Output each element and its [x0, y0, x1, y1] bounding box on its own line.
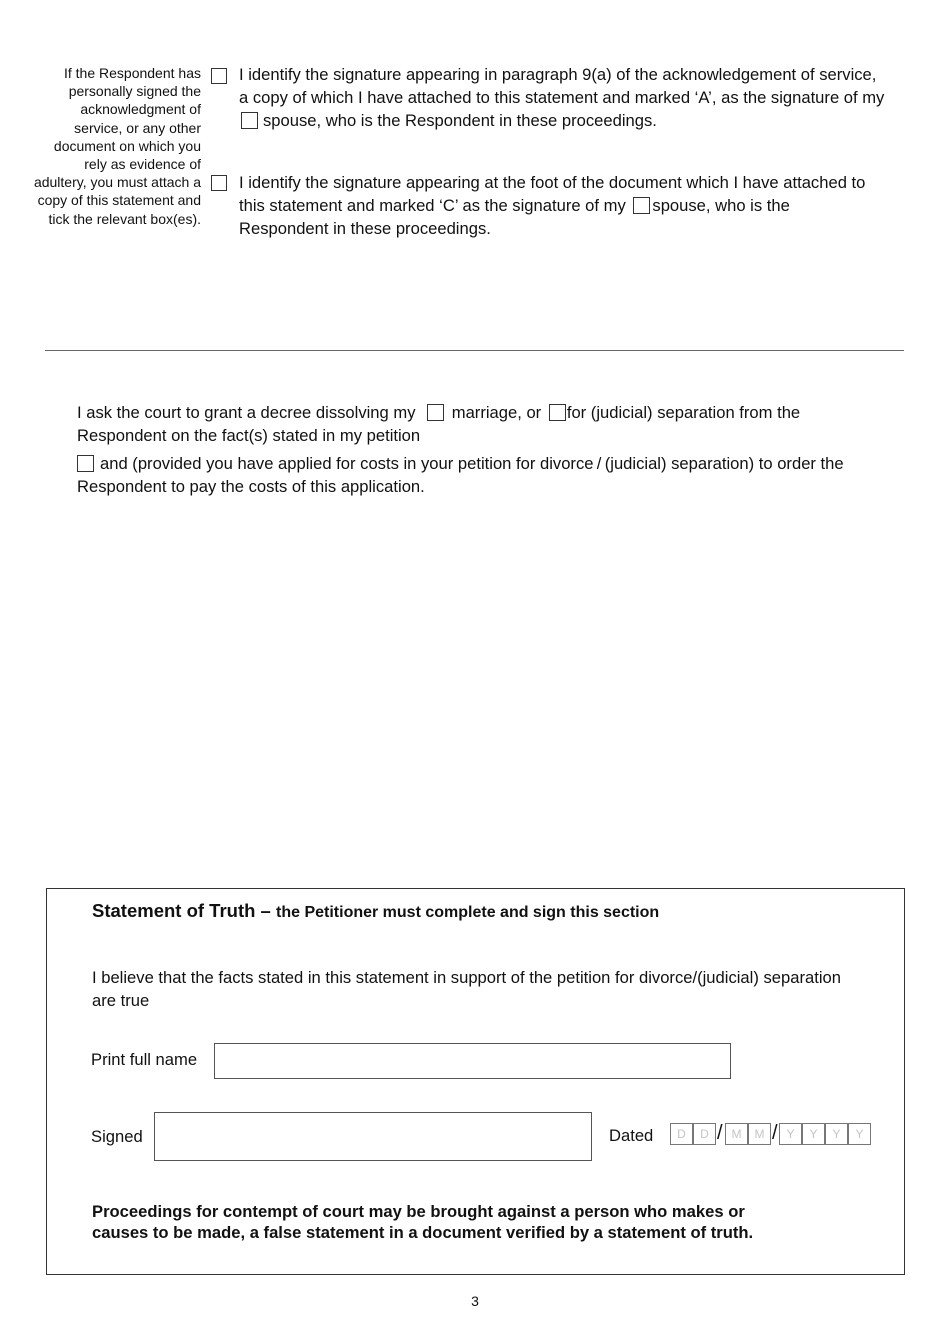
- costs-request: [77, 452, 927, 498]
- date-year-2-field[interactable]: Y: [802, 1123, 825, 1145]
- warning-line1: Proceedings for contempt of court may be brought against a person who makes or: [92, 1202, 745, 1221]
- identify-ack-line1: I identify the signature appearing in paragraph 9(a) of the acknowledgement of service,: [239, 65, 877, 84]
- spouse-ack-checkbox[interactable]: [241, 112, 258, 129]
- date-day-1-field[interactable]: D: [670, 1123, 693, 1145]
- decree-request-line2: Respondent on the fact(s) stated in my petition: [77, 426, 421, 445]
- decree-line1-part3: for (judicial) separation from the: [566, 403, 801, 422]
- date-year-4-field[interactable]: Y: [848, 1123, 871, 1145]
- costs-line2: Respondent to pay the costs of this application.: [77, 477, 425, 496]
- section-divider: [45, 350, 904, 351]
- decree-line1-part2: marriage, or: [451, 403, 542, 422]
- statement-of-truth-title: Statement of Truth –: [92, 900, 271, 921]
- belief-line2: are true: [92, 991, 150, 1010]
- identify-doc-line1: I identify the signature appearing at the foot of the document which I have attached to: [239, 173, 866, 192]
- signature-field[interactable]: [154, 1112, 592, 1161]
- warning-line2: causes to be made, a false statement in a document verified by a statement of truth.: [92, 1223, 754, 1242]
- judicial-separation-checkbox[interactable]: [549, 404, 566, 421]
- date-month-1-field[interactable]: M: [725, 1123, 748, 1145]
- statement-of-truth-subtitle: the Petitioner must complete and sign this section: [276, 904, 660, 921]
- date-year-1-field[interactable]: Y: [779, 1123, 802, 1145]
- costs-checkbox[interactable]: [77, 455, 94, 472]
- costs-line1: [77, 452, 927, 475]
- dated-label: Dated: [609, 1126, 654, 1145]
- identify-doc-line3: Respondent in these proceedings.: [239, 219, 491, 238]
- identify-signature-ack-checkbox[interactable]: [211, 68, 227, 84]
- decree-line1-part1: I ask the court to grant a decree dissolving my: [77, 403, 416, 422]
- decree-request: [77, 401, 927, 447]
- decree-request-line1: [77, 401, 927, 424]
- costs-line1-text: and (provided you have applied for costs in your petition for divorce / (judicial) separation) to order the: [100, 454, 844, 473]
- identify-doc-line2-before: this statement and marked ‘C’ as the signature of my: [239, 196, 626, 215]
- page-number: 3: [471, 1293, 479, 1309]
- identify-ack-line3-text: spouse, who is the Respondent in these proceedings.: [263, 111, 657, 130]
- date-year-3-field[interactable]: Y: [825, 1123, 848, 1145]
- identify-ack-line2: a copy of which I have attached to this statement and marked ‘A’, as the signature of my: [239, 88, 885, 107]
- date-day-2-field[interactable]: D: [693, 1123, 716, 1145]
- identify-doc-line2: [239, 194, 919, 217]
- date-separator: /: [772, 1122, 778, 1144]
- spouse-document-checkbox[interactable]: [633, 197, 650, 214]
- statement-of-truth-heading: [92, 900, 659, 922]
- date-month-2-field[interactable]: M: [748, 1123, 771, 1145]
- signed-label: Signed: [91, 1127, 143, 1146]
- print-name-label: Print full name: [91, 1050, 198, 1069]
- marriage-checkbox[interactable]: [427, 404, 444, 421]
- identify-document-text: [239, 171, 919, 240]
- identify-signature-document-checkbox[interactable]: [211, 175, 227, 191]
- print-name-field[interactable]: [214, 1043, 731, 1079]
- identify-ack-line3: [239, 109, 919, 132]
- belief-statement: [92, 966, 892, 1012]
- identify-doc-line2-after: spouse, who is the: [652, 196, 790, 215]
- contempt-warning: [92, 1201, 892, 1243]
- side-note: If the Respondent has personally signed the acknowledgment of service, or any other document on which you rely as evidence of adultery, you must attach a copy of this statement and tick the relevant box(es).: [33, 65, 201, 227]
- date-separator: /: [717, 1122, 723, 1144]
- belief-line1: I believe that the facts stated in this statement in support of the petition for divorce/(judicial) separation: [92, 968, 841, 987]
- identify-ack-text: [239, 63, 919, 132]
